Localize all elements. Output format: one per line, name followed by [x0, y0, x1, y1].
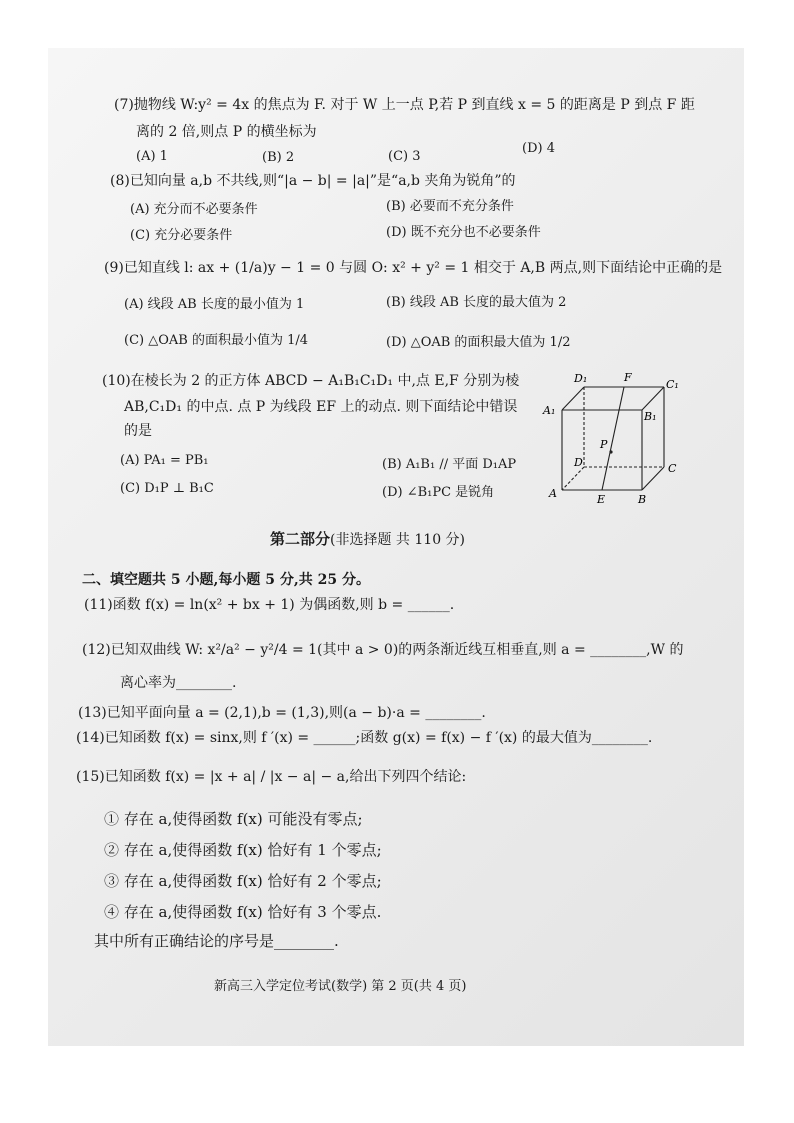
q15-item-2: ② 存在 a,使得函数 f(x) 恰好有 1 个零点; — [104, 841, 382, 859]
label-a: A — [549, 487, 557, 500]
q8-option-b: (B) 必要而不充分条件 — [386, 199, 514, 214]
q8-stem: (8)已知向量 a,b 不共线,则“|a − b| = |a|”是“a,b 夹角为锐角”的 — [110, 173, 516, 189]
q10-line1: (10)在棱长为 2 的正方体 ABCD − A₁B₁C₁D₁ 中,点 E,F 分别为棱 — [102, 373, 520, 389]
label-d: D — [574, 456, 583, 469]
page-footer: 新高三入学定位考试(数学) 第 2 页(共 4 页) — [214, 979, 467, 994]
label-f: F — [624, 371, 632, 384]
q8-option-d: (D) 既不充分也不必要条件 — [386, 225, 541, 240]
label-c1: C₁ — [666, 378, 679, 391]
q7-line2: 离的 2 倍,则点 P 的横坐标为 — [136, 124, 317, 140]
label-b: B — [638, 493, 647, 506]
q7-line1: (7)抛物线 W:y² = 4x 的焦点为 F. 对于 W 上一点 P,若 P 到直线 x = 5 的距离是 P 到点 F 距 — [114, 97, 695, 113]
q9-option-b: (B) 线段 AB 长度的最大值为 2 — [386, 295, 567, 310]
q12-line2: 离心率为________. — [120, 675, 237, 691]
q13: (13)已知平面向量 a = (2,1),b = (1,3),则(a − b)·a = ________. — [78, 705, 486, 721]
q11: (11)函数 f(x) = ln(x² + bx + 1) 为偶函数,则 b = ______. — [84, 597, 455, 613]
q10-option-d: (D) ∠B₁PC 是锐角 — [382, 485, 495, 500]
q10-option-c: (C) D₁P ⊥ B₁C — [120, 481, 214, 496]
q15-stem: (15)已知函数 f(x) = |x + a| / |x − a| − a,给出下列四个结论: — [76, 769, 467, 785]
label-a1: A₁ — [543, 404, 556, 417]
q7-option-a: (A) 1 — [136, 149, 168, 164]
label-d1: D₁ — [574, 372, 588, 385]
q9-option-a: (A) 线段 AB 长度的最小值为 1 — [124, 297, 305, 312]
q9-option-d: (D) △OAB 的面积最大值为 1/2 — [386, 335, 571, 350]
label-b1: B₁ — [644, 410, 657, 423]
q10-line2: AB,C₁D₁ 的中点. 点 P 为线段 EF 上的动点. 则下面结论中错误 — [124, 399, 518, 415]
part2-subtitle: (非选择题 共 110 分) — [330, 532, 466, 548]
part2-title-main: 第二部分 — [270, 530, 331, 548]
q15-end: 其中所有正确结论的序号是________. — [94, 932, 339, 950]
q15-item-3: ③ 存在 a,使得函数 f(x) 恰好有 2 个零点; — [104, 872, 382, 890]
cube-figure — [540, 366, 690, 508]
fill-in-heading: 二、填空题共 5 小题,每小题 5 分,共 25 分。 — [82, 572, 370, 588]
q9-stem: (9)已知直线 l: ax + (1/a)y − 1 = 0 与圆 O: x² + y² = 1 相交于 A,B 两点,则下面结论中正确的是 — [104, 260, 723, 276]
q8-option-a: (A) 充分而不必要条件 — [130, 202, 258, 217]
exam-page — [48, 48, 744, 1046]
q15-item-1: ① 存在 a,使得函数 f(x) 可能没有零点; — [104, 810, 363, 828]
q10-option-b: (B) A₁B₁ // 平面 D₁AP — [382, 457, 517, 472]
q12-line1: (12)已知双曲线 W: x²/a² − y²/4 = 1(其中 a > 0)的两条渐近线互相垂直,则 a = ________,W 的 — [82, 642, 684, 658]
q15-item-4: ④ 存在 a,使得函数 f(x) 恰好有 3 个零点. — [104, 903, 382, 921]
label-c: C — [668, 462, 677, 475]
q7-option-d: (D) 4 — [522, 141, 555, 156]
q8-option-c: (C) 充分必要条件 — [130, 228, 233, 243]
q7-option-c: (C) 3 — [388, 149, 421, 164]
q14: (14)已知函数 f(x) = sinx,则 f ′(x) = ______;函数 g(x) = f(x) − f ′(x) 的最大值为________. — [76, 730, 653, 746]
q7-option-b: (B) 2 — [262, 150, 295, 165]
q10-option-a: (A) PA₁ = PB₁ — [120, 453, 209, 468]
label-p: P — [600, 438, 608, 451]
part2-title — [270, 528, 465, 549]
q10-line3: 的是 — [124, 423, 152, 439]
q9-option-c: (C) △OAB 的面积最小值为 1/4 — [124, 333, 309, 348]
label-e: E — [597, 493, 606, 506]
